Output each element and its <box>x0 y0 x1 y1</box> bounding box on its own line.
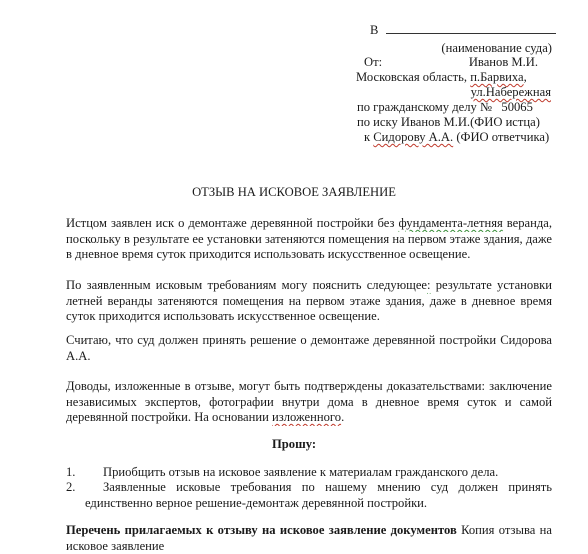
paragraph-line: Истцом заявлен иск о демонтаже деревянной постройки без фундамента-летняя веранда, <box>66 216 552 232</box>
address-comma: , <box>524 70 527 84</box>
court-caption: (наименование суда) <box>441 41 552 56</box>
address-settlement: п.Барвиха <box>470 70 523 84</box>
request-item-2 <box>103 480 552 511</box>
defendant-caption: (ФИО ответчика) <box>453 130 549 144</box>
paragraph-line: исковое заявление <box>66 539 552 554</box>
address-region: Московская область, <box>356 70 470 84</box>
attachments-paragraph <box>66 523 552 554</box>
paragraph-line: деревянной постройки. На основании изложенного. <box>66 410 552 426</box>
paragraph-line: По заявленным исковым требованиям могу пояснить следующее: результате установки <box>66 278 552 294</box>
paragraph-line: Считаю, что суд должен принять решение о демонтаже деревянной постройки Сидорова <box>66 333 552 349</box>
grammar-flag: фундамента-летняя <box>398 216 502 230</box>
paragraph-2 <box>66 278 552 325</box>
document-title: ОТЗЫВ НА ИСКОВОЕ ЗАЯВЛЕНИЕ <box>0 185 588 200</box>
paragraph-line: Заявленные исковые требования по нашему мнению суд должен принять <box>103 480 552 496</box>
paragraph-1 <box>66 216 552 263</box>
defendant-line <box>364 130 549 145</box>
request-item-1-number: 1. <box>66 465 75 480</box>
paragraph-line: суток приходится использовать искусственное освещение. <box>66 309 552 325</box>
defendant-name: Сидорову А.А. <box>373 130 453 144</box>
request-item-1-text: Приобщить отзыв на исковое заявление к материалам гражданского дела. <box>103 465 498 480</box>
address-line-1 <box>356 70 527 85</box>
spelling-flag: изложенного <box>272 410 341 424</box>
paragraph-line: в дневное время суток приходится использовать искусственное освещение. <box>66 247 552 263</box>
case-number-line: по гражданскому делу № 50065 <box>357 100 533 115</box>
attachments-heading: Перечень прилагаемых к отзыву на исковое заявление документов <box>66 523 457 537</box>
paragraph-line: Перечень прилагаемых к отзыву на исковое заявление документов Копия отзыва на <box>66 523 552 539</box>
grammar-flag: : <box>427 278 431 292</box>
paragraph-line: А.А. <box>66 349 552 365</box>
paragraph-line: летней веранды затеняются помещения на первом этаже здания, даже в дневное время <box>66 294 552 310</box>
to-prefix: В <box>370 23 378 37</box>
paragraph-line: Доводы, изложенные в отзыве, могут быть подтверждены доказательствами: заключение <box>66 379 552 395</box>
address-line-2: ул.Набережная <box>471 85 551 100</box>
court-name-blank <box>386 22 556 34</box>
paragraph-line: поскольку в результате ее установки затеняются помещения на первом этаже здания, даже <box>66 232 552 248</box>
request-heading: Прошу: <box>0 437 588 452</box>
court-line <box>370 22 556 38</box>
defendant-prefix: к <box>364 130 373 144</box>
request-item-2-number: 2. <box>66 480 75 495</box>
paragraph-3 <box>66 333 552 364</box>
from-label: От: <box>364 55 382 70</box>
claimant-line: по иску Иванов М.И.(ФИО истца) <box>357 115 540 130</box>
paragraph-line: независимых экспертов, фотографии внутри дома в дневное время суток и самой <box>66 395 552 411</box>
from-name: Иванов М.И. <box>469 55 538 70</box>
paragraph-4 <box>66 379 552 426</box>
paragraph-line: единственно верное решение-демонтаж деревянной постройки. <box>85 496 552 512</box>
